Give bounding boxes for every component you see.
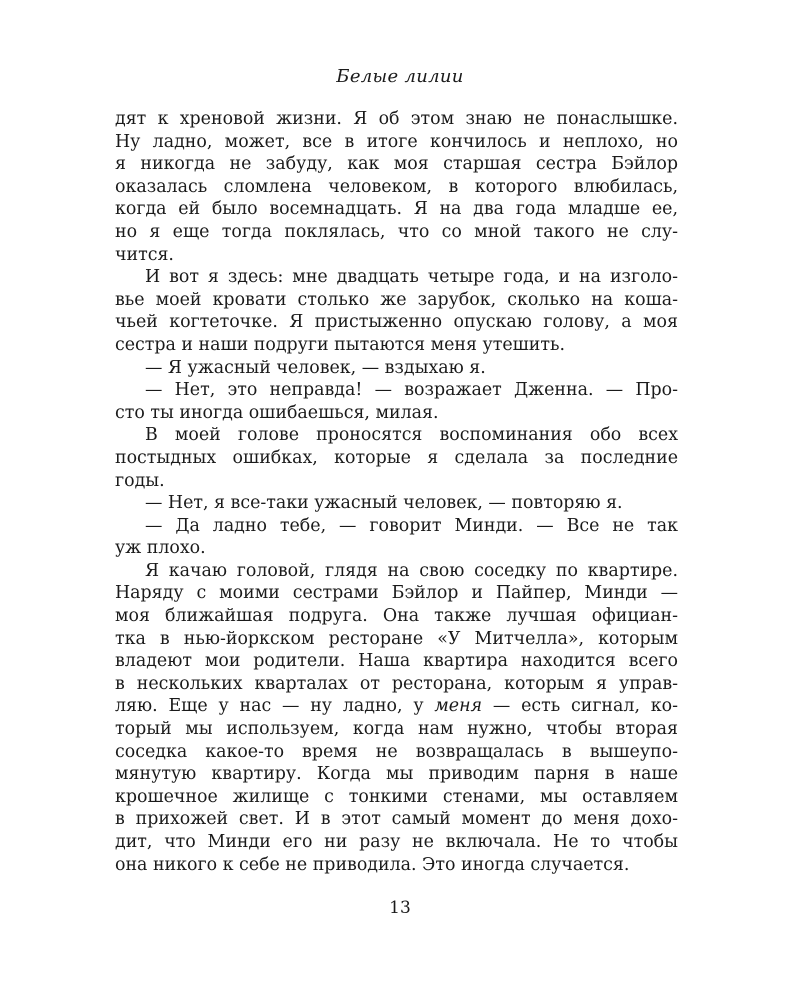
- paragraph: [115, 266, 678, 356]
- body-text: [115, 108, 678, 876]
- text-line: сестра и наши подруги пытаются меня утешить.: [115, 334, 565, 355]
- text-line: тка в нью-йоркском ресторане «У Митчелла», которым: [115, 628, 678, 649]
- text-line: — Нет, это неправда! — возражает Дженна. — Про-: [145, 380, 678, 401]
- paragraph: [115, 357, 678, 380]
- text-line: крошечное жилище с тонкими стенами, мы оставляем: [115, 786, 678, 807]
- text-line: дит, что Минди его ни разу не включала. Не то чтобы: [115, 832, 678, 852]
- text-line: соседка какое-то время не возвращалась в вышеупо-: [115, 741, 678, 762]
- text-line: Ну ладно, может, все в итоге кончилось и неплохо, но: [115, 131, 678, 152]
- text-line: она никого к себе не приводила. Это иногда случается.: [115, 854, 630, 875]
- text-line: Я качаю головой, глядя на свою соседку по квартире.: [145, 560, 678, 581]
- text-line: — Я ужасный человек, — вздыхаю я.: [145, 357, 486, 378]
- text-line: уж плохо.: [115, 538, 206, 559]
- text-line: — Нет, я все-таки ужасный человек, — повторяю я.: [145, 493, 623, 514]
- text-line: — Да ладно тебе, — говорит Минди. — Все не так: [145, 515, 678, 536]
- text-line: мянутую квартиру. Когда мы приводим парня в наше: [115, 764, 678, 785]
- text-line: оказалась сломлена человеком, в которого влюбилась,: [115, 176, 678, 197]
- paragraph: [115, 515, 678, 560]
- text-line: в прихожей свет. И в этот самый момент до меня дохо-: [115, 809, 678, 830]
- text-line: Наряду с моими сестрами Бэйлор и Пайпер, Минди —: [115, 583, 678, 604]
- paragraph: [115, 492, 678, 515]
- text-line: когда ей было восемнадцать. Я на два года младше ее,: [115, 199, 678, 220]
- text-line: постыдных ошибках, которые я сделала за последние: [115, 447, 678, 468]
- text-line: я никогда не забуду, как моя старшая сестра Бэйлор: [115, 154, 678, 175]
- paragraph: [115, 560, 678, 876]
- running-head: Белые лилии: [336, 66, 464, 87]
- text-line: И вот я здесь: мне двадцать четыре года, и на изголо-: [145, 267, 678, 288]
- text-line: чьей когтеточке. Я пристыженно опускаю голову, а моя: [115, 312, 678, 333]
- text-line: владеют мои родители. Наша квартира находится всего: [115, 651, 678, 672]
- text-line: в нескольких кварталах от ресторана, которым я управ-: [115, 673, 678, 694]
- paragraph: [115, 108, 678, 266]
- text-line: ляю. Еще у нас — ну ладно, у меня — есть сигнал, ко-: [115, 696, 678, 717]
- text-line: чится.: [115, 244, 174, 265]
- text-line: моя ближайшая подруга. Она также лучшая официан-: [115, 606, 678, 627]
- text-line: сто ты иногда ошибаешься, милая.: [115, 402, 439, 423]
- paragraph: [115, 424, 678, 492]
- text-line: вье моей кровати столько же зарубок, сколько на коша-: [115, 289, 678, 310]
- text-line: но я еще тогда поклялась, что со мной такого не слу-: [115, 221, 678, 242]
- text-line: годы.: [115, 470, 165, 491]
- text-line: дят к хреновой жизни. Я об этом знаю не понаслышке.: [115, 109, 678, 129]
- text-line: торый мы используем, когда нам нужно, чтобы вторая: [115, 719, 678, 740]
- text-line: В моей голове проносятся воспоминания обо всех: [145, 425, 678, 446]
- page-number: 13: [389, 898, 411, 918]
- paragraph: [115, 379, 678, 424]
